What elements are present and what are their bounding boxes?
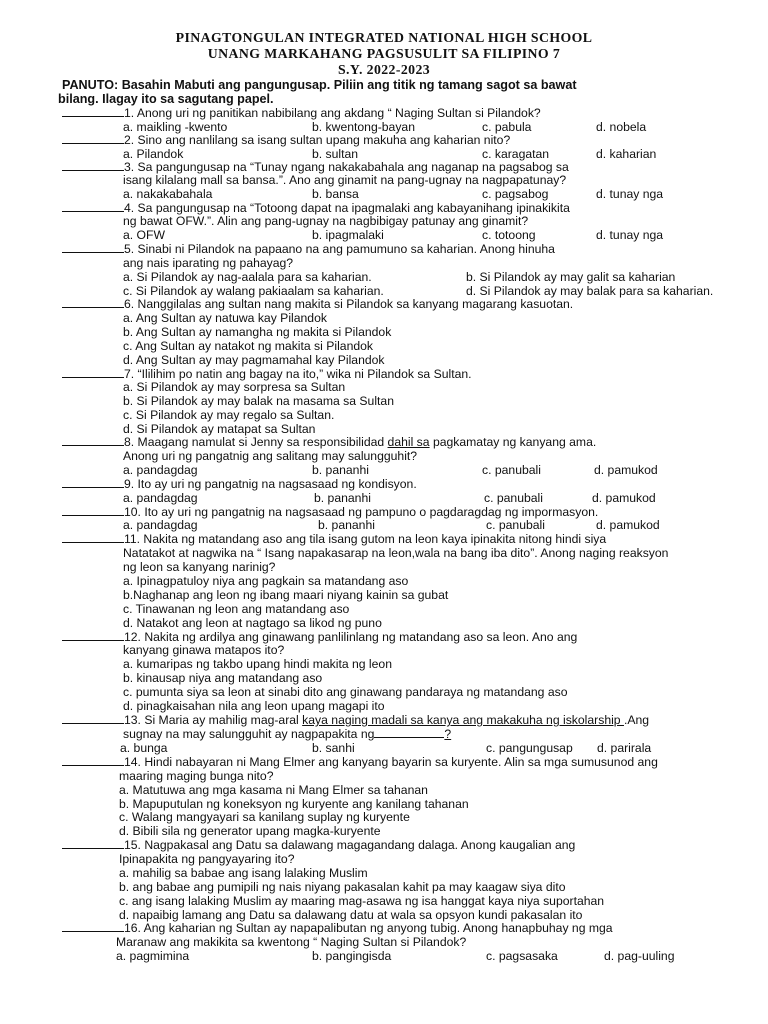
q2-choice-b[interactable]: b. sultan <box>312 147 359 161</box>
question-5-cont: ang nais iparating ng pahayag? <box>123 256 294 270</box>
question-14-cont: maaring maging bunga nito? <box>119 769 274 783</box>
question-12: 12. Nakita ng ardilya ang ginawang panlilinlang ng matandang aso sa leon. Ano ang <box>62 630 577 644</box>
q8-choice-a[interactable]: a. pandagdag <box>123 463 198 477</box>
q12-choice-c[interactable]: c. pumunta siya sa leon at sinabi dito ang ginawang pandaraya ng matandang aso <box>123 685 568 699</box>
question-3-cont: isang kilalang mall sa bansa.”. Ano ang ginamit na pang-ugnay na nagpapatunay? <box>123 173 567 187</box>
question-3: 3. Sa pangungusap na “Tunay ngang nakakabahala ang naganap na pagsabog sa <box>62 160 569 174</box>
question-2: 2. Sino ang nanlilang sa isang sultan upang makuha ang kaharian nito? <box>62 133 510 147</box>
question-16: 16. Ang kaharian ng Sultan ay napapalibutan ng anyong tubig. Anong hanapbuhay ng mga <box>62 921 613 935</box>
q7-choice-a[interactable]: a. Si Pilandok ay may sorpresa sa Sultan <box>123 380 346 394</box>
q2-choice-a[interactable]: a. Pilandok <box>123 147 184 161</box>
question-12-cont: kanyang ginawa matapos ito? <box>123 643 285 657</box>
answer-blank[interactable] <box>62 630 124 641</box>
question-8-cont: Anong uri ng pangatnig ang salitang may salungguhit? <box>123 449 418 463</box>
q11-choice-b[interactable]: b.Naghanap ang leon ng ibang maari niyang kainin sa gubat <box>123 588 449 602</box>
q10-choice-a[interactable]: a. pandagdag <box>123 518 198 532</box>
school-name: PINAGTONGULAN INTEGRATED NATIONAL HIGH SCHOOL <box>175 30 593 45</box>
answer-blank[interactable] <box>62 133 124 144</box>
question-8: 8. Maagang namulat si Jenny sa responsibilidad dahil sa pagkamatay ng kanyang ama. <box>62 435 596 449</box>
instructions-line-1: PANUTO: Basahin Mabuti ang pangungusap. Piliin ang titik ng tamang sagot sa bawat <box>62 78 577 92</box>
q13-choice-c[interactable]: c. pangungusap <box>486 741 573 755</box>
q14-choice-d[interactable]: d. Bibili sila ng generator upang magka-kuryente <box>119 824 381 838</box>
q5-choice-a[interactable]: a. Si Pilandok ay nag-aalala para sa kaharian. <box>123 270 372 284</box>
answer-blank[interactable] <box>62 505 124 516</box>
answer-blank[interactable] <box>62 755 124 766</box>
q15-choice-c[interactable]: c. ang isang lalaking Muslim ay maaring mag-asawa ng isa hanggat kaya niya suportahan <box>119 894 605 908</box>
underlined-word: dahil sa <box>387 435 430 449</box>
answer-blank[interactable] <box>62 297 124 308</box>
q3-choice-c[interactable]: c. pagsabog <box>482 187 549 201</box>
q15-choice-b[interactable]: b. ang babae ang pumipili ng nais niyang pakasalan kahit pa may kaagaw siya dito <box>119 880 566 894</box>
q11-choice-a[interactable]: a. Ipinagpatuloy niya ang pagkain sa matandang aso <box>123 574 409 588</box>
question-11-cont-2: ng leon sa kanyang narinig? <box>123 560 276 574</box>
q5-choice-c[interactable]: c. Si Pilandok ay walang pakiaalam sa kaharian. <box>123 284 384 298</box>
q10-choice-b[interactable]: b. pananhi <box>318 518 375 532</box>
answer-blank[interactable] <box>62 532 124 543</box>
q8-choice-b[interactable]: b. pananhi <box>312 463 369 477</box>
q1-choice-a[interactable]: a. maikling -kwento <box>123 120 228 134</box>
question-16-cont: Maranaw ang makikita sa kwentong “ Naging Sultan si Pilandok? <box>116 935 467 949</box>
q8-choice-c[interactable]: c. panubali <box>482 463 541 477</box>
q1-choice-d[interactable]: d. nobela <box>596 120 647 134</box>
q7-choice-c[interactable]: c. Si Pilandok ay may regalo sa Sultan. <box>123 408 335 422</box>
q9-choice-a[interactable]: a. pandagdag <box>123 491 198 505</box>
q1-choice-c[interactable]: c. pabula <box>482 120 532 134</box>
q12-choice-d[interactable]: d. pinagkaisahan nila ang leon upang magapi ito <box>123 699 385 713</box>
answer-blank[interactable] <box>62 713 124 724</box>
question-13: 13. Si Maria ay mahilig mag-aral kaya naging madali sa kanya ang makakuha ng iskolarship .Ang <box>62 713 649 727</box>
q6-choice-d[interactable]: d. Ang Sultan ay may pagmamahal kay Pilandok <box>123 353 385 367</box>
q6-choice-c[interactable]: c. Ang Sultan ay natakot ng makita si Pilandok <box>123 339 373 353</box>
q2-choice-c[interactable]: c. karagatan <box>482 147 550 161</box>
q9-choice-b[interactable]: b. pananhi <box>314 491 371 505</box>
q3-choice-a[interactable]: a. nakakabahala <box>123 187 213 201</box>
question-6: 6. Nanggilalas ang sultan nang makita si Pilandok sa kanyang magarang kasuotan. <box>62 297 573 311</box>
q9-choice-c[interactable]: c. panubali <box>484 491 543 505</box>
question-15: 15. Nagpakasal ang Datu sa dalawang magagandang dalaga. Anong kaugalian ang <box>62 838 575 852</box>
q5-choice-d[interactable]: d. Si Pilandok ay may balak para sa kaharian. <box>466 284 714 298</box>
q13-choice-a[interactable]: a. bunga <box>120 741 168 755</box>
q16-choice-a[interactable]: a. pagmimina <box>116 949 190 963</box>
q11-choice-d[interactable]: d. Natakot ang leon at nagtago sa likod ng puno <box>123 616 382 630</box>
fill-blank[interactable] <box>374 727 444 738</box>
q13-choice-d[interactable]: d. parirala <box>597 741 652 755</box>
question-4-cont: ng bawat OFW.”. Alin ang pang-ugnay na nagbibigay patunay ang ginamit? <box>123 214 529 228</box>
q10-choice-d[interactable]: d. pamukod <box>596 518 660 532</box>
answer-blank[interactable] <box>62 242 124 253</box>
q7-choice-b[interactable]: b. Si Pilandok ay may balak na masama sa Sultan <box>123 394 394 408</box>
question-13-cont: sugnay na may salungguhit ay nagpapakita ng ? <box>123 727 452 741</box>
q7-choice-d[interactable]: d. Si Pilandok ay matapat sa Sultan <box>123 422 316 436</box>
q11-choice-c[interactable]: c. Tinawanan ng leon ang matandang aso <box>123 602 350 616</box>
answer-blank[interactable] <box>62 435 124 446</box>
q16-choice-c[interactable]: c. pagsasaka <box>486 949 558 963</box>
question-14: 14. Hindi nabayaran ni Mang Elmer ang kanyang bayarin sa kuryente. Alin sa mga sumusunod ang <box>62 755 658 769</box>
answer-blank[interactable] <box>62 921 124 932</box>
q5-choice-b[interactable]: b. Si Pilandok ay may galit sa kaharian <box>466 270 676 284</box>
q4-choice-c[interactable]: c. totoong <box>482 228 536 242</box>
q4-choice-b[interactable]: b. ipagmalaki <box>312 228 384 242</box>
exam-title: UNANG MARKAHANG PAGSUSULIT SA FILIPINO 7 <box>207 46 561 61</box>
q1-choice-b[interactable]: b. kwentong-bayan <box>312 120 415 134</box>
q16-choice-b[interactable]: b. pangingisda <box>312 949 392 963</box>
answer-blank[interactable] <box>62 838 124 849</box>
q10-choice-c[interactable]: c. panubali <box>486 518 545 532</box>
q15-choice-a[interactable]: a. mahilig sa babae ang isang lalaking Muslim <box>119 866 368 880</box>
q4-choice-a[interactable]: a. OFW <box>123 228 165 242</box>
question-7: 7. “Ililihim po natin ang bagay na ito,” wika ni Pilandok sa Sultan. <box>62 367 472 381</box>
question-11-cont: Natatakot at nagwika na “ Isang napakasarap na leon,wala na bang iba dito”. Anong naging reaksyon <box>123 546 669 560</box>
question-10: 10. Ito ay uri ng pangatnig na nagsasaad ng pampuno o pagdaragdag ng impormasyon. <box>62 505 598 519</box>
q3-choice-d[interactable]: d. tunay nga <box>596 187 664 201</box>
answer-blank[interactable] <box>62 106 124 117</box>
q6-choice-a[interactable]: a. Ang Sultan ay natuwa kay Pilandok <box>123 311 327 325</box>
answer-blank[interactable] <box>62 367 124 378</box>
question-15-cont: Ipinapakita ng pangyayaring ito? <box>119 852 295 866</box>
q16-choice-d[interactable]: d. pag-uuling <box>604 949 675 963</box>
q14-choice-a[interactable]: a. Matutuwa ang mga kasama ni Mang Elmer sa tahanan <box>119 783 428 797</box>
underlined-clause: kaya naging madali sa kanya ang makakuha ng iskolarship <box>302 713 624 727</box>
question-9: 9. Ito ay uri ng pangatnig na nagsasaad ng kondisyon. <box>62 477 417 491</box>
answer-blank[interactable] <box>62 160 124 171</box>
q15-choice-d[interactable]: d. napaibig lamang ang Datu sa dalawang datu at wala sa opsyon kundi pakasalan ito <box>119 908 583 922</box>
instructions-line-2: bilang. Ilagay ito sa sagutang papel. <box>58 92 274 106</box>
answer-blank[interactable] <box>62 201 124 212</box>
q8-choice-d[interactable]: d. pamukod <box>594 463 658 477</box>
answer-blank[interactable] <box>62 477 124 488</box>
q3-choice-b[interactable]: b. bansa <box>312 187 359 201</box>
q13-choice-b[interactable]: b. sanhi <box>312 741 355 755</box>
q6-choice-b[interactable]: b. Ang Sultan ay namangha ng makita si Pilandok <box>123 325 392 339</box>
q9-choice-d[interactable]: d. pamukod <box>592 491 656 505</box>
school-year: S.Y. 2022-2023 <box>337 62 431 77</box>
question-4: 4. Sa pangungusap na “Totoong dapat na ipagmalaki ang kabayanihang ipinakikita <box>62 201 570 215</box>
question-5: 5. Sinabi ni Pilandok na papaano na ang pamumuno sa kaharian. Anong hinuha <box>62 242 555 256</box>
q14-choice-b[interactable]: b. Mapuputulan ng koneksyon ng kuryente ang kanilang tahanan <box>119 797 469 811</box>
q14-choice-c[interactable]: c. Walang mangyayari sa kanilang suplay ng kuryente <box>119 810 410 824</box>
question-1: 1. Anong uri ng panitikan nabibilang ang akdang “ Naging Sultan si Pilandok? <box>62 106 541 120</box>
q4-choice-d[interactable]: d. tunay nga <box>596 228 664 242</box>
q12-choice-a[interactable]: a. kumaripas ng takbo upang hindi makita ng leon <box>123 657 392 671</box>
q2-choice-d[interactable]: d. kaharian <box>596 147 657 161</box>
q12-choice-b[interactable]: b. kinausap niya ang matandang aso <box>123 671 323 685</box>
question-11: 11. Nakita ng matandang aso ang tila isang gutom na leon kaya ipinakita nitong hindi siya <box>62 532 606 546</box>
